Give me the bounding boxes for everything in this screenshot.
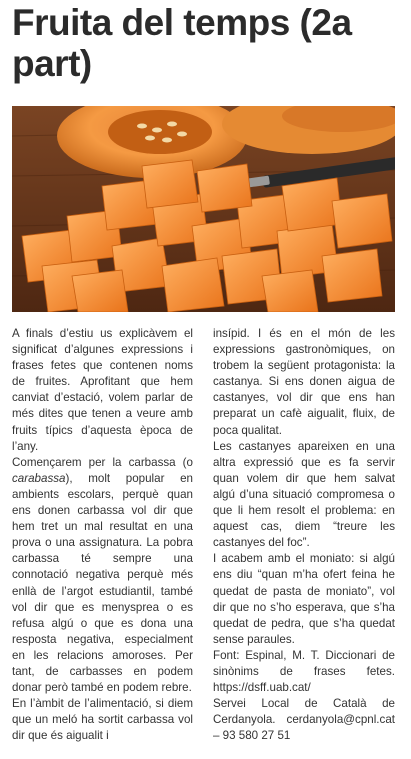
paragraph-text: ), molt popular en ambients escolars, perquè quan ens donen carbassa vol dir que hem tret un mal resultat en una prova o una assignatura. La pobra carbassa té sempre una connotació negativa perquè més enllà de l’argot estudiantil, també vol dir que es menysprea o es refusa algú o que es dona una resposta negativa, especialment en les relacions amoroses. Per tant, de carbasses en podem donar però també en podem rebre. <box>12 471 193 695</box>
photo-icon <box>12 106 395 312</box>
italic-term: carabassa <box>12 471 66 485</box>
paragraph: En l’àmbit de l’alimentació, si diem que un meló ha sortit carbassa vol dir que és aigualit i <box>12 697 193 743</box>
pumpkin-photo <box>12 106 395 312</box>
paragraph: A finals d’estiu us explicàvem el significat d’algunes expressions i frases fetes que contenen noms de fruites. Aprofitant que hem canviat d’estació, volem parlar de més dites que tenen a veure amb fruits típics d’aquesta època de l’any. <box>12 327 193 453</box>
paragraph <box>12 455 193 696</box>
article-title: Fruita del temps (2a part) <box>12 2 352 84</box>
contact-info: Servei Local de Català de Cerdanyola. cerdanyola@cpnl.cat – 93 580 27 51 <box>213 697 395 743</box>
paragraph: Les castanyes apareixen en una altra expressió que es fa servir quan volem dir que hem salvat algú d’una situació compromesa o que li hem resolt el problema: en aquest cas, diem “treure les castanyes del foc”. <box>213 439 395 550</box>
article-column-left <box>12 326 193 744</box>
paragraph: I acabem amb el moniato: si algú ens diu “quan m’ha ofert feina he quedat de pasta de moniato”, vol dir que no s’ho esperava, que s’ha quedat de pedra, que s’ha quedat sense paraules. <box>213 552 395 646</box>
source-credit: Font: Espinal, M. T. Diccionari de sinònims de frases fetes. https://dsff.uab.cat/ <box>213 648 395 695</box>
paragraph-text: Començarem per la carbassa (o <box>12 455 193 469</box>
article-column-right <box>213 326 395 744</box>
paragraph: insípid. I és en el món de les expressions gastronòmiques, on trobem la següent protagonista: la castanya. Si ens donen aigua de castanyes, vol dir que ens han preparat un cafè aigualit, fluix, de poca qualitat. <box>213 327 395 437</box>
